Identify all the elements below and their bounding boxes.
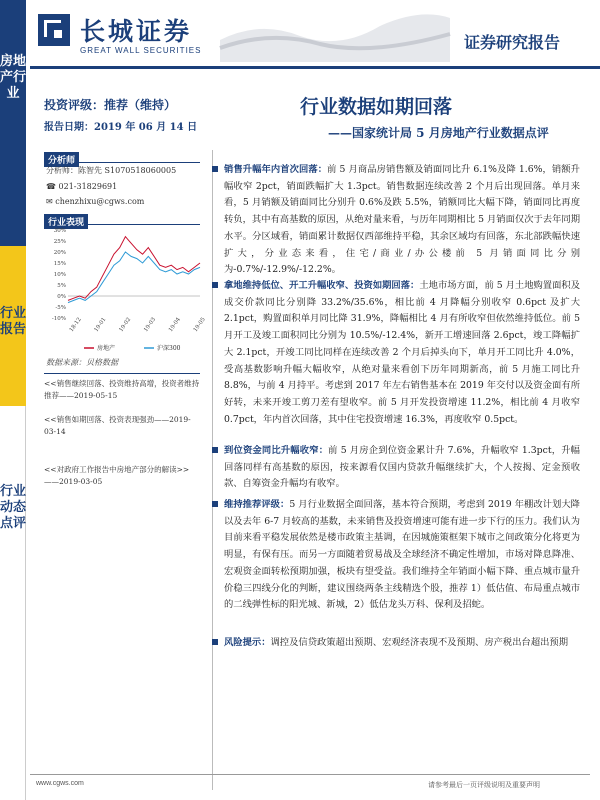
paragraph-risk: 风险提示：调控及信贷政策超出预期、宏观经济表现不及预期、房产税出台超出预期: [224, 635, 580, 652]
column-divider: [212, 150, 213, 790]
company-name-en: GREAT WALL SECURITIES: [80, 46, 202, 55]
bullet-icon: [212, 282, 218, 288]
great-wall-illustration: [220, 0, 450, 62]
footer-url[interactable]: www.cgws.com: [36, 780, 84, 787]
report-subtitle: ——国家统计局 5 月房地产行业数据点评: [328, 126, 549, 140]
email-icon: ✉: [46, 197, 56, 206]
report-type-label: 证券研究报告: [464, 33, 561, 52]
related-report-2[interactable]: <<销售如期回落、投资表现强劲——2019-03-14: [44, 415, 191, 436]
y-tick-label: 0%: [57, 294, 66, 300]
industry-performance-heading: 行业表现: [44, 210, 200, 225]
company-name-cn: 长城证券: [80, 17, 193, 46]
y-tick-label: 5%: [57, 283, 66, 289]
paragraph-recommendation: 维持推荐评级：5 月行业数据全面回落，基本符合预期，考虑到 2019 年棚改计划大降以及去年 6-7 月较高的基数，未来销售及投资增速可能有进一步下行的压力。我们认为目前来看平稳发展依然是楼市政策主基调，在因城施策框架下城市之间政策分化将更为明显，有保有压。而另一方面随着贸易战及全球经济不确定性增加，市场对降息降准、宏观资金面转松预期加强，板块有望受益。我们维持全年销面小幅下降、重点城市量升价稳三四线分化的判断，建议围绕两条主线精选个股，推荐 1）低估值、布局重点城市的二线弹性标的阳光城、新城，2）低估龙头万科、保利及招蛇。: [224, 497, 580, 614]
investment-rating: 投资评级：推荐（维持）: [44, 98, 177, 112]
sidebar-sector: 房地产行业: [0, 54, 27, 101]
x-tick-label: 19-03: [143, 316, 158, 334]
y-tick-label: 10%: [53, 272, 66, 278]
legend-label: 沪深300: [157, 345, 181, 352]
sidebar-sector-band: [0, 0, 26, 246]
y-tick-label: 20%: [53, 250, 66, 256]
series-line-房地产: [68, 237, 200, 301]
footer-divider: [30, 774, 590, 775]
bullet-icon: [212, 501, 218, 507]
company-logo-icon: [38, 14, 70, 46]
legend-label: 房地产: [97, 345, 116, 352]
header-divider: [30, 66, 600, 69]
report-title: 行业数据如期回落: [300, 96, 453, 118]
paragraph-land-investment: 拿地维持低位、开工升幅收窄、投资如期回落：土地市场方面，前 5 月土地购置面积及成交价款同比分别降 33.2%/35.6%，相比前 4 月降幅分别收窄 0.6pct 及扩大 2.1pct，购置面积单月同比降 31.9%，降幅相比 4 月有所收窄但依然维持低位。前 5 月开工及竣工面积同比分别为 10.5%/-12.4%，新开工增速回落 2.6pct，竣工降幅扩大 2.1pct，开竣工同比同样在连续改善 2 个月后掉头向下，单月开工同比升 4.0%，受高基数影响升幅大幅收窄，从绝对量来看创下历年同期新高，前 5 月施工同比升 8.8%，与前 4 月持平。考虑到 2017 年左右销售基本在 2019 年交付以及资金面有所好转，未来开竣工剪刀差有望收窄。前 5 月开发投资增速 11.2%，相比前 4 月收窄 0.7pct，年内首次回落，其中住宅投资增速 16.3%，再度收窄 0.5pct。: [224, 278, 580, 428]
related-divider: [44, 373, 200, 374]
related-report-1[interactable]: <<销售继续回落、投资维持高增，投资者维持推荐——2019-05-15: [44, 379, 200, 400]
report-date: 报告日期：2019 年 06 月 14 日: [44, 122, 198, 133]
sidebar-category: 行业动态点评: [0, 484, 27, 531]
footer-disclaimer: 请参考最后一页评级说明及重要声明: [428, 781, 540, 789]
sidebar-category-band: [0, 406, 26, 800]
related-report-3[interactable]: <<对政府工作报告中房地产部分的解读>>——2019-03-05: [44, 465, 190, 486]
bullet-icon: [212, 166, 218, 172]
analyst-heading: 分析师: [44, 148, 200, 163]
analyst-name: 分析师：陈智先 S1070518060005: [46, 166, 177, 175]
bullet-icon: [212, 447, 218, 453]
x-tick-label: 18-12: [68, 316, 83, 334]
x-tick-label: 19-04: [167, 316, 182, 334]
x-tick-label: 19-05: [192, 316, 207, 334]
phone-icon: ☎: [46, 182, 59, 191]
y-tick-label: -10%: [51, 316, 66, 322]
sidebar-report-kind: 行业报告: [0, 306, 27, 337]
paragraph-funding: 到位资金同比升幅收窄：前 5 月房企到位资金累计升 7.6%，升幅收窄 1.3pct，升幅回落同样有高基数的原因，按来源看仅国内贷款升幅继续扩大，个人按揭、定金预收款、自筹资金升幅均有收窄。: [224, 443, 580, 493]
analyst-email[interactable]: ✉ chenzhixu@cgws.com: [46, 197, 145, 206]
chart-source: 数据来源：贝格数据: [46, 358, 118, 367]
x-tick-label: 19-02: [118, 316, 133, 334]
paragraph-sales: 销售升幅年内首次回落：前 5 月商品房销售额及销面同比升 6.1%及降 1.6%，销额升幅收窄 2pct，销面跌幅扩大 1.3pct。销售数据连续改善 2 个月后出现回落。单月来看，5 月销额及销面同比分别升 0.6%及跌 5.5%，销额同比大幅下降，销面同比再度转负，其中有高基数的原因，从绝对量来看，与历年同期相比 5 月销面仅次于去年同期水平。分区域看，销面累计数据仅西部维持平稳，其余区域均有回落，东北部跌幅快速扩大，分业态来看，住宅/商业/办公楼前 5 月销面同比分别为-0.7%/-12.9%/-12.2%。: [224, 162, 580, 279]
analyst-phone: ☎ 021-31829691: [46, 182, 118, 191]
industry-performance-chart: [44, 226, 207, 356]
y-tick-label: 25%: [53, 239, 66, 245]
bullet-icon: [212, 639, 218, 645]
y-tick-label: -5%: [55, 305, 66, 311]
y-tick-label: 15%: [53, 261, 66, 267]
y-tick-label: 30%: [53, 228, 66, 234]
x-tick-label: 19-01: [93, 316, 108, 334]
